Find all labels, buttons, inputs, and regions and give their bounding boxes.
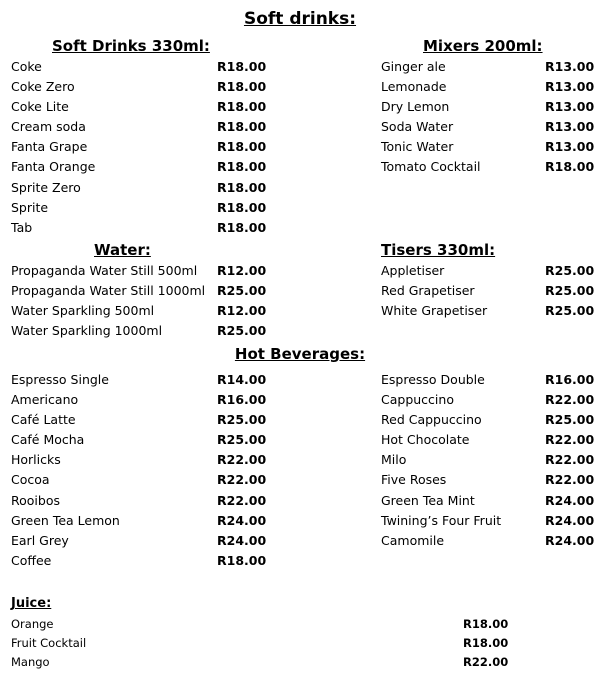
menu-item-name: Ginger ale (381, 59, 446, 74)
menu-item (381, 57, 595, 77)
menu-item-name: Mango (11, 655, 50, 669)
menu-item (381, 390, 595, 410)
menu-item-name: Café Mocha (11, 432, 85, 448)
menu-item-name: Earl Grey (11, 532, 69, 548)
menu-item-price: R24.00 (217, 532, 267, 548)
juice-heading: Juice: (11, 596, 52, 611)
menu-item-name: Appletiser (381, 263, 445, 278)
menu-item (381, 261, 595, 281)
menu-item-name: Red Grapetiser (381, 283, 475, 299)
menu-item (11, 450, 267, 470)
menu-item (11, 198, 267, 218)
page-title: Soft drinks: (243, 9, 357, 29)
menu-item-name: Twining’s Four Fruit (381, 512, 502, 528)
menu-item (381, 157, 595, 177)
tisers-heading: Tisers 330ml: (381, 241, 496, 259)
menu-item-name: Five Roses (381, 472, 447, 488)
menu-item-name: Dry Lemon (381, 99, 450, 115)
menu-item (11, 157, 267, 177)
menu-item (381, 470, 595, 490)
menu-item-price: R18.00 (217, 59, 267, 74)
menu-item-price: R24.00 (545, 512, 595, 528)
menu-item (11, 321, 267, 341)
menu-item (11, 57, 267, 77)
menu-item (11, 653, 511, 672)
menu-item (11, 137, 267, 157)
menu-item-name: Water Sparkling 1000ml (11, 323, 163, 339)
menu-item-price: R13.00 (545, 119, 595, 135)
menu-item-price: R22.00 (217, 492, 267, 508)
menu-item-price: R12.00 (217, 303, 267, 319)
menu-item-name: Tomato Cocktail (381, 159, 481, 175)
menu-item (381, 370, 595, 390)
menu-item-name: Water Sparkling 500ml (11, 303, 155, 319)
menu-item-price: R24.00 (217, 512, 267, 528)
water-list (11, 261, 267, 341)
menu-item-price: R16.00 (217, 392, 267, 408)
menu-item-price: R22.00 (545, 452, 595, 468)
menu-item-price: R13.00 (545, 139, 595, 155)
menu-item-name: Fanta Orange (11, 159, 96, 175)
menu-item (11, 77, 267, 97)
menu-item-name: Cream soda (11, 119, 86, 135)
menu-item-name: Espresso Double (381, 372, 485, 387)
menu-item (381, 301, 595, 321)
menu-item (381, 450, 595, 470)
menu-item-price: R22.00 (545, 472, 595, 488)
menu-item (381, 491, 595, 511)
menu-item-price: R13.00 (545, 79, 595, 95)
menu-item (11, 551, 267, 571)
menu-item-name: Fruit Cocktail (11, 636, 87, 650)
menu-item-name: Propaganda Water Still 500ml (11, 263, 198, 278)
menu-item (381, 97, 595, 117)
menu-item-name: Coke (11, 59, 42, 74)
menu-item-name: Lemonade (381, 79, 447, 95)
menu-item-price: R18.00 (217, 139, 267, 155)
menu-item-price: R22.00 (217, 472, 267, 488)
menu-item (11, 370, 267, 390)
menu-item (11, 470, 267, 490)
menu-item (11, 410, 267, 430)
menu-item-name: Americano (11, 392, 79, 408)
menu-item-name: Rooibos (11, 492, 60, 508)
menu-item-name: Orange (11, 617, 54, 631)
menu-item-price: R22.00 (545, 432, 595, 448)
menu-item-price: R25.00 (217, 432, 267, 448)
menu-item-price: R18.00 (217, 159, 267, 175)
menu-item-name: Tab (11, 219, 33, 235)
menu-item-price: R12.00 (217, 263, 267, 278)
menu-item-name: Coke Zero (11, 79, 75, 95)
menu-item-name: Coke Lite (11, 99, 69, 115)
menu-item-price: R25.00 (217, 323, 267, 339)
menu-item (11, 218, 267, 238)
menu-item (381, 77, 595, 97)
menu-item-price: R25.00 (545, 283, 595, 299)
menu-item-price: R22.00 (545, 392, 595, 408)
menu-item (11, 430, 267, 450)
menu-item-name: Green Tea Lemon (11, 512, 120, 528)
menu-item-name: Tonic Water (381, 139, 454, 155)
water-heading: Water: (94, 241, 151, 259)
menu-item (11, 531, 267, 551)
menu-item-price: R18.00 (463, 617, 509, 631)
menu-item (11, 281, 267, 301)
menu-item-price: R24.00 (545, 492, 595, 508)
hot-beverages-left-list (11, 370, 267, 571)
menu-item-name: Horlicks (11, 452, 61, 468)
menu-item-price: R16.00 (545, 372, 595, 387)
tisers-list (381, 261, 595, 321)
soft-drinks-heading: Soft Drinks 330ml: (52, 37, 210, 55)
menu-item-price: R24.00 (545, 532, 595, 548)
menu-item-name: Green Tea Mint (381, 492, 475, 508)
menu-item-price: R18.00 (545, 159, 595, 175)
menu-item-price: R22.00 (463, 655, 509, 669)
menu-item-price: R18.00 (217, 119, 267, 135)
menu-item-name: White Grapetiser (381, 303, 488, 319)
soft-drinks-list (11, 57, 267, 238)
mixers-list (381, 57, 595, 178)
menu-item-name: Café Latte (11, 412, 76, 428)
menu-item-price: R25.00 (217, 283, 267, 299)
menu-item-name: Red Cappuccino (381, 412, 482, 428)
menu-item (11, 301, 267, 321)
menu-item-price: R25.00 (545, 412, 595, 428)
menu-item (381, 410, 595, 430)
menu-item-price: R18.00 (217, 199, 267, 215)
menu-item-name: Sprite Zero (11, 179, 81, 195)
menu-item-price: R18.00 (217, 219, 267, 235)
menu-item-name: Sprite (11, 199, 49, 215)
menu-item-price: R18.00 (217, 79, 267, 95)
menu-item-price: R18.00 (463, 636, 509, 650)
menu-item-price: R25.00 (545, 263, 595, 278)
menu-item (381, 117, 595, 137)
menu-item-name: Camomile (381, 532, 445, 548)
menu-item-name: Espresso Single (11, 372, 109, 387)
menu-item-name: Soda Water (381, 119, 454, 135)
menu-item-price: R25.00 (217, 412, 267, 428)
menu-item-name: Hot Chocolate (381, 432, 470, 448)
juice-list (11, 615, 511, 672)
menu-item (11, 97, 267, 117)
menu-item-price: R18.00 (217, 99, 267, 115)
menu-item (381, 137, 595, 157)
menu-item (11, 178, 267, 198)
menu-item-price: R25.00 (545, 303, 595, 319)
hot-beverages-right-list (381, 370, 595, 551)
menu-item (381, 511, 595, 531)
menu-item-price: R14.00 (217, 372, 267, 387)
menu-item (11, 261, 267, 281)
menu-item (11, 117, 267, 137)
menu-item (11, 491, 267, 511)
menu-item (11, 390, 267, 410)
menu-item (11, 634, 511, 653)
menu-item-price: R13.00 (545, 59, 595, 74)
menu-item (11, 615, 511, 634)
menu-item-name: Cocoa (11, 472, 50, 488)
menu-item (381, 531, 595, 551)
menu-item (11, 511, 267, 531)
menu-item-name: Coffee (11, 552, 52, 568)
menu-item (381, 430, 595, 450)
menu-item-price: R13.00 (545, 99, 595, 115)
menu-item-price: R18.00 (217, 552, 267, 568)
hot-beverages-heading: Hot Beverages: (234, 345, 366, 363)
mixers-heading: Mixers 200ml: (423, 37, 543, 55)
menu-item (381, 281, 595, 301)
menu-item-name: Fanta Grape (11, 139, 88, 155)
menu-item-price: R22.00 (217, 452, 267, 468)
menu-item-price: R18.00 (217, 179, 267, 195)
menu-item-name: Cappuccino (381, 392, 454, 408)
menu-item-name: Milo (381, 452, 407, 468)
menu-item-name: Propaganda Water Still 1000ml (11, 283, 206, 299)
